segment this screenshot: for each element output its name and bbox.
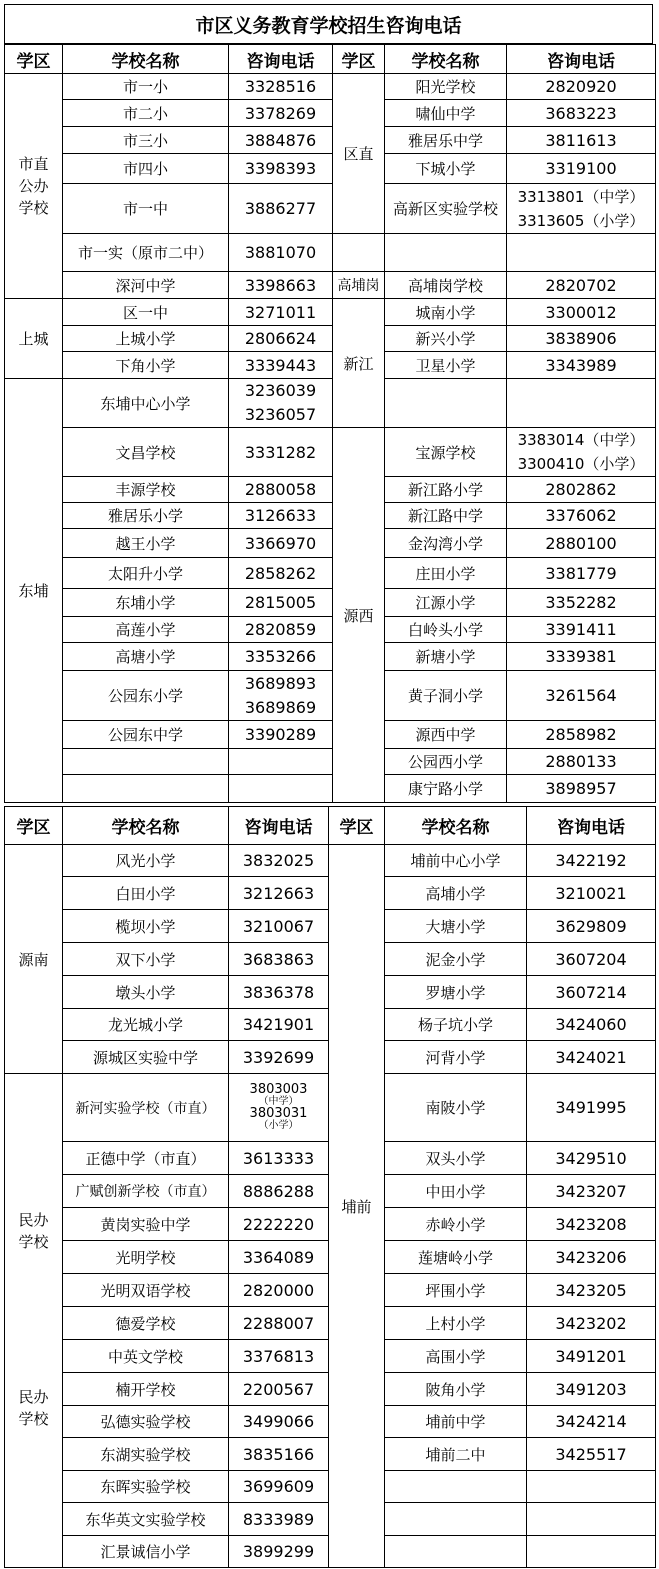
empty-cell: [385, 1503, 527, 1536]
table-header-row: [5, 45, 656, 74]
school-name: 公园东中学: [63, 721, 229, 749]
phone-number: 2880133: [507, 749, 656, 775]
school-name: 光明学校: [63, 1241, 229, 1274]
phone-number: 3376062: [507, 503, 656, 529]
school-name: 康宁路小学: [385, 775, 507, 803]
phone-number: 3210021: [527, 877, 656, 910]
phone-number: 3261564: [507, 671, 656, 721]
empty-cell: [385, 234, 507, 272]
header-school: 学校名称: [385, 807, 527, 845]
table-row: [5, 184, 656, 234]
phone-number: 3212663: [229, 877, 329, 910]
phone-line: 3689893: [244, 673, 317, 693]
phone-number: 3328516: [229, 74, 333, 100]
school-name: 埔前二中: [385, 1438, 527, 1471]
school-name: 高塘小学: [63, 643, 229, 671]
phone-number: 3423202: [527, 1307, 656, 1340]
table-row: [5, 589, 656, 617]
empty-cell: [385, 1536, 527, 1568]
district-cell: 高埔岗: [333, 272, 385, 299]
school-name: 黄子洞小学: [385, 671, 507, 721]
phone-number: 2880100: [507, 529, 656, 558]
district-cell: 区直: [333, 74, 385, 234]
phone-number: 3364089: [229, 1241, 329, 1274]
phone-number: 3899299: [229, 1536, 329, 1568]
district-cell: 市直公办学校: [5, 74, 63, 299]
phone-number: 3381779: [507, 558, 656, 589]
phone-number: 3422192: [527, 845, 656, 877]
phone-number: 2858262: [229, 558, 333, 589]
contact-table-1: [4, 44, 656, 803]
phone-number: 3491995: [527, 1074, 656, 1142]
header-district: 学区: [5, 807, 63, 845]
school-name: 新兴小学: [385, 326, 507, 352]
empty-cell: [63, 775, 229, 803]
empty-cell: [63, 749, 229, 775]
phone-number: 3343989: [507, 352, 656, 379]
table-row: [5, 428, 656, 477]
school-name: 太阳升小学: [63, 558, 229, 589]
table-row: [5, 154, 656, 184]
phone-number: 3423208: [527, 1208, 656, 1241]
header-district: 学区: [333, 45, 385, 74]
school-name: 汇景诚信小学: [63, 1536, 229, 1568]
phone-number: 3613333: [229, 1142, 329, 1175]
phone-number: 8333989: [229, 1503, 329, 1536]
phone-number: 3836378: [229, 976, 329, 1009]
school-name: 公园东小学: [63, 671, 229, 721]
table-row: [5, 234, 656, 272]
school-name: 墩头小学: [63, 976, 229, 1009]
school-name: 市四小: [63, 154, 229, 184]
empty-cell: [229, 775, 333, 803]
phone-line: 3383014（中学）: [517, 431, 645, 449]
school-name: 泥金小学: [385, 943, 527, 976]
school-name: 雅居乐小学: [63, 503, 229, 529]
district-cell: 上城: [5, 299, 63, 379]
school-name: 风光小学: [63, 845, 229, 877]
empty-cell: [333, 234, 385, 272]
empty-cell: [385, 379, 507, 428]
school-name: 高新区实验学校: [385, 184, 507, 234]
table-row: [5, 299, 656, 326]
phone-number: 3421901: [229, 1009, 329, 1041]
school-name: 莲塘岭小学: [385, 1241, 527, 1274]
phone-number: [507, 428, 656, 477]
district-label: 民办学校: [18, 1211, 49, 1251]
school-name: 丰源学校: [63, 477, 229, 503]
school-name: 新河实验学校（市直）: [63, 1074, 229, 1142]
phone-number: 3398663: [229, 272, 333, 299]
school-name: 正德中学（市直）: [63, 1142, 229, 1175]
phone-number: 2820920: [507, 74, 656, 100]
phone-number: 3423207: [527, 1175, 656, 1208]
phone-number: 2880058: [229, 477, 333, 503]
school-name: 越王小学: [63, 529, 229, 558]
school-name: 白岭头小学: [385, 617, 507, 643]
phone-number: 3629809: [527, 910, 656, 943]
table-row: [5, 643, 656, 671]
school-name: 卫星小学: [385, 352, 507, 379]
phone-number: 2820000: [229, 1274, 329, 1307]
school-name: 庄田小学: [385, 558, 507, 589]
phone-number: 3683863: [229, 943, 329, 976]
school-name: 埔前中学: [385, 1406, 527, 1438]
phone-number: 3811613: [507, 127, 656, 154]
header-phone: 咨询电话: [507, 45, 656, 74]
table-row: [5, 127, 656, 154]
school-name: 高围小学: [385, 1340, 527, 1373]
phone-number: 3300012: [507, 299, 656, 326]
header-district: 学区: [329, 807, 385, 845]
header-school: 学校名称: [385, 45, 507, 74]
phone-number: [507, 184, 656, 234]
school-name: 金沟湾小学: [385, 529, 507, 558]
school-name: 上村小学: [385, 1307, 527, 1340]
school-name: 河背小学: [385, 1041, 527, 1074]
phone-number: 3339381: [507, 643, 656, 671]
school-name: 罗塘小学: [385, 976, 527, 1009]
school-name: 双头小学: [385, 1142, 527, 1175]
school-name: 源城区实验中学: [63, 1041, 229, 1074]
phone-number: [229, 379, 333, 428]
phone-number: 3126633: [229, 503, 333, 529]
school-name: 新江路中学: [385, 503, 507, 529]
phone-number: 2200567: [229, 1373, 329, 1406]
phone-note: （中学）: [258, 1095, 299, 1107]
school-name: 市一中: [63, 184, 229, 234]
empty-cell: [527, 1503, 656, 1536]
phone-number: 3423205: [527, 1274, 656, 1307]
school-name: 埔前中心小学: [385, 845, 527, 877]
school-name: 市一实（原市二中）: [63, 234, 229, 272]
school-name: 宝源学校: [385, 428, 507, 477]
school-name: 城南小学: [385, 299, 507, 326]
school-name: 龙光城小学: [63, 1009, 229, 1041]
phone-line: 3236057: [244, 405, 317, 424]
table-row: [5, 617, 656, 643]
phone-line: 3236039: [244, 381, 317, 400]
phone-number: 2222220: [229, 1208, 329, 1241]
district-cell: 源西: [333, 428, 385, 803]
phone-line: 3803031: [249, 1105, 308, 1121]
phone-number: 3210067: [229, 910, 329, 943]
school-name: 新塘小学: [385, 643, 507, 671]
phone-number: 3499066: [229, 1406, 329, 1438]
empty-cell: [507, 234, 656, 272]
phone-number: 3331282: [229, 428, 333, 477]
phone-number: 3366970: [229, 529, 333, 558]
phone-number: 8886288: [229, 1175, 329, 1208]
school-name: 阳光学校: [385, 74, 507, 100]
phone-number: 3424021: [527, 1041, 656, 1074]
school-name: 光明双语学校: [63, 1274, 229, 1307]
district-label: 民办学校: [18, 1388, 49, 1428]
phone-number: 3378269: [229, 100, 333, 127]
district-cell: [5, 1074, 63, 1568]
district-cell: 新江: [333, 299, 385, 428]
table-row: [5, 477, 656, 503]
phone-number: 3392699: [229, 1041, 329, 1074]
phone-number: 3699609: [229, 1471, 329, 1503]
school-name: 江源小学: [385, 589, 507, 617]
table-row: [5, 529, 656, 558]
school-name: 东晖实验学校: [63, 1471, 229, 1503]
empty-cell: [527, 1471, 656, 1503]
phone-number: 3607214: [527, 976, 656, 1009]
school-name: 东埔小学: [63, 589, 229, 617]
empty-cell: [229, 749, 333, 775]
phone-number: 3832025: [229, 845, 329, 877]
page-title: 市区义务教育学校招生咨询电话: [4, 4, 653, 44]
phone-number: [229, 671, 333, 721]
phone-number: 2858982: [507, 721, 656, 749]
table-row: [5, 74, 656, 100]
school-name: 楠开学校: [63, 1373, 229, 1406]
school-name: 公园西小学: [385, 749, 507, 775]
school-name: 榄坝小学: [63, 910, 229, 943]
phone-number: 3376813: [229, 1340, 329, 1373]
phone-line: 3689869: [244, 697, 317, 717]
phone-number: 3352282: [507, 589, 656, 617]
header-school: 学校名称: [63, 45, 229, 74]
phone-line: 3300410（小学）: [517, 455, 645, 473]
phone-line: 3803003: [249, 1081, 308, 1097]
table-header-row: [5, 807, 656, 845]
table-row: [5, 775, 656, 803]
phone-number: [229, 1074, 329, 1142]
phone-number: 3391411: [507, 617, 656, 643]
phone-number: 3881070: [229, 234, 333, 272]
header-school: 学校名称: [63, 807, 229, 845]
school-name: 弘德实验学校: [63, 1406, 229, 1438]
school-name: 东湖实验学校: [63, 1438, 229, 1471]
district-cell: 东埔: [5, 379, 63, 803]
phone-number: 3886277: [229, 184, 333, 234]
school-name: 文昌学校: [63, 428, 229, 477]
table-row: [5, 100, 656, 127]
phone-number: 3398393: [229, 154, 333, 184]
school-name: 市二小: [63, 100, 229, 127]
phone-number: 3884876: [229, 127, 333, 154]
school-name: 深河中学: [63, 272, 229, 299]
phone-number: 2806624: [229, 326, 333, 352]
school-name: 啸仙中学: [385, 100, 507, 127]
table-row: [5, 671, 656, 721]
table-row: [5, 721, 656, 749]
phone-number: 3491201: [527, 1340, 656, 1373]
phone-number: 3898957: [507, 775, 656, 803]
school-name: 大塘小学: [385, 910, 527, 943]
school-name: 高埔小学: [385, 877, 527, 910]
empty-cell: [385, 1471, 527, 1503]
school-name: 新江路小学: [385, 477, 507, 503]
phone-note: （小学）: [258, 1119, 299, 1131]
phone-number: 2288007: [229, 1307, 329, 1340]
school-name: 源西中学: [385, 721, 507, 749]
empty-cell: [507, 379, 656, 428]
phone-line: 3313605（小学）: [517, 211, 645, 230]
phone-number: 2802862: [507, 477, 656, 503]
school-name: 广赋创新学校（市直）: [63, 1175, 229, 1208]
table-row: [5, 749, 656, 775]
table-row: [5, 845, 656, 877]
table-row: [5, 326, 656, 352]
contact-table-2: [4, 806, 656, 1568]
school-name: 东华英文实验学校: [63, 1503, 229, 1536]
empty-cell: [527, 1536, 656, 1568]
school-name: 杨子坑小学: [385, 1009, 527, 1041]
school-name: 市一小: [63, 74, 229, 100]
school-name: 中田小学: [385, 1175, 527, 1208]
school-name: 德爱学校: [63, 1307, 229, 1340]
phone-line: 3313801（中学）: [517, 187, 645, 206]
phone-number: 2820702: [507, 272, 656, 299]
school-name: 区一中: [63, 299, 229, 326]
phone-number: 3607204: [527, 943, 656, 976]
table-row: [5, 503, 656, 529]
phone-number: 3339443: [229, 352, 333, 379]
header-district: 学区: [5, 45, 63, 74]
phone-number: 3838906: [507, 326, 656, 352]
phone-number: 3424214: [527, 1406, 656, 1438]
school-name: 黄岗实验中学: [63, 1208, 229, 1241]
school-name: 中英文学校: [63, 1340, 229, 1373]
phone-number: 3423206: [527, 1241, 656, 1274]
phone-number: 2815005: [229, 589, 333, 617]
school-name: 赤岭小学: [385, 1208, 527, 1241]
district-cell: 源南: [5, 845, 63, 1074]
table-row: [5, 272, 656, 299]
school-name: 陂角小学: [385, 1373, 527, 1406]
phone-number: 3271011: [229, 299, 333, 326]
phone-number: 3429510: [527, 1142, 656, 1175]
phone-number: 3425517: [527, 1438, 656, 1471]
school-name: 高埔岗学校: [385, 272, 507, 299]
school-name: 高莲小学: [63, 617, 229, 643]
school-name: 市三小: [63, 127, 229, 154]
header-phone: 咨询电话: [229, 45, 333, 74]
phone-number: 3424060: [527, 1009, 656, 1041]
school-name: 雅居乐中学: [385, 127, 507, 154]
school-name: 南陂小学: [385, 1074, 527, 1142]
phone-number: 3353266: [229, 643, 333, 671]
phone-number: 3835166: [229, 1438, 329, 1471]
district-cell: 埔前: [329, 845, 385, 1568]
table-row: [5, 558, 656, 589]
school-name: 双下小学: [63, 943, 229, 976]
table-row: [5, 352, 656, 379]
school-name: 上城小学: [63, 326, 229, 352]
header-phone: 咨询电话: [229, 807, 329, 845]
school-name: 坪围小学: [385, 1274, 527, 1307]
header-phone: 咨询电话: [527, 807, 656, 845]
phone-number: 3390289: [229, 721, 333, 749]
school-name: 下城小学: [385, 154, 507, 184]
phone-number: 2820859: [229, 617, 333, 643]
phone-number: 3319100: [507, 154, 656, 184]
school-name: 白田小学: [63, 877, 229, 910]
phone-number: 3491203: [527, 1373, 656, 1406]
table-row: [5, 379, 656, 428]
phone-number: 3683223: [507, 100, 656, 127]
school-name: 东埔中心小学: [63, 379, 229, 428]
school-name: 下角小学: [63, 352, 229, 379]
